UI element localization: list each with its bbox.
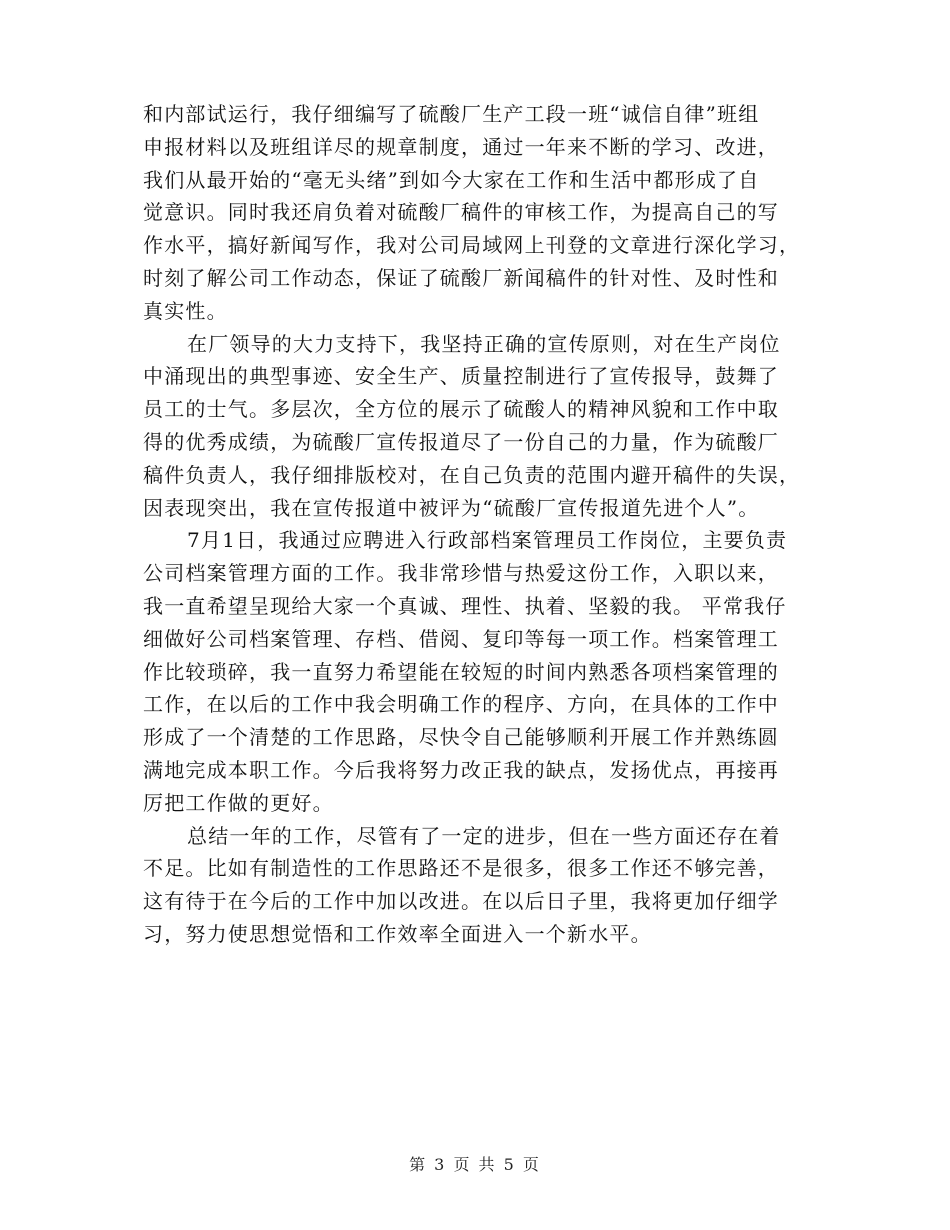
text-line: 在厂领导的大力支持下，我坚持正确的宣传原则，对在生产岗位 [187,331,781,356]
text-line: 觉意识。同时我还肩负着对硫酸厂稿件的审核工作，为提高自己的写 [143,200,779,225]
paragraph-3 [143,524,808,819]
text-line: 满地完成本职工作。今后我将努力改正我的缺点，发扬优点，再接再 [143,757,779,782]
text-line: 7月1日，我通过应聘进入行政部档案管理员工作岗位，主要负责 [187,528,788,553]
text-line: 因表现突出，我在宣传报道中被评为“硫酸厂宣传报道先进个人”。 [143,495,760,520]
text-line: 真实性。 [143,298,228,323]
text-line: 我们从最开始的“毫无头绪”到如今大家在工作和生活中都形成了自 [143,167,760,192]
text-line: 申报材料以及班组详尽的规章制度，通过一年来不断的学习、改进， [143,134,779,159]
text-line: 习，努力使思想觉悟和工作效率全面进入一个新水平。 [143,921,652,946]
text-line: 员工的士气。多层次，全方位的展示了硫酸人的精神风貌和工作中取 [143,397,779,422]
document-body [143,98,808,951]
text-line: 不足。比如有制造性的工作思路还不是很多，很多工作还不够完善， [143,856,779,881]
page-number-footer: 第 3 页 共 5 页 [409,1155,541,1174]
text-line: 我一直希望呈现给大家一个真诚、理性、执着、坚毅的我。 平常我仔 [143,593,787,618]
paragraph-4 [143,820,808,951]
text-line: 这有待于在今后的工作中加以改进。在以后日子里，我将更加仔细学 [143,889,779,914]
paragraph-2 [143,328,808,525]
text-line: 总结一年的工作，尽管有了一定的进步，但在一些方面还存在着 [187,823,781,848]
paragraph-1 [143,98,808,328]
text-line: 厉把工作做的更好。 [143,790,334,815]
text-line: 形成了一个清楚的工作思路，尽快令自己能够顺利开展工作并熟练圆 [143,725,779,750]
text-line: 稿件负责人，我仔细排版校对，在自己负责的范围内避开稿件的失误， [143,462,801,487]
text-line: 细做好公司档案管理、存档、借阅、复印等每一项工作。档案管理工 [143,626,779,651]
text-line: 工作，在以后的工作中我会明确工作的程序、方向，在具体的工作中 [143,692,779,717]
text-line: 和内部试运行，我仔细编写了硫酸厂生产工段一班“诚信自律”班组 [143,102,760,126]
text-line: 得的优秀成绩，为硫酸厂宣传报道尽了一份自己的力量，作为硫酸厂 [143,429,779,454]
text-line: 作比较琐碎，我一直努力希望能在较短的时间内熟悉各项档案管理的 [143,659,779,684]
text-line: 作水平，搞好新闻写作，我对公司局域网上刊登的文章进行深化学习， [143,233,801,258]
text-line: 中涌现出的典型事迹、安全生产、质量控制进行了宣传报导，鼓舞了 [143,364,779,389]
text-line: 时刻了解公司工作动态，保证了硫酸厂新闻稿件的针对性、及时性和 [143,265,779,290]
text-line: 公司档案管理方面的工作。我非常珍惜与热爱这份工作，入职以来， [143,561,779,586]
